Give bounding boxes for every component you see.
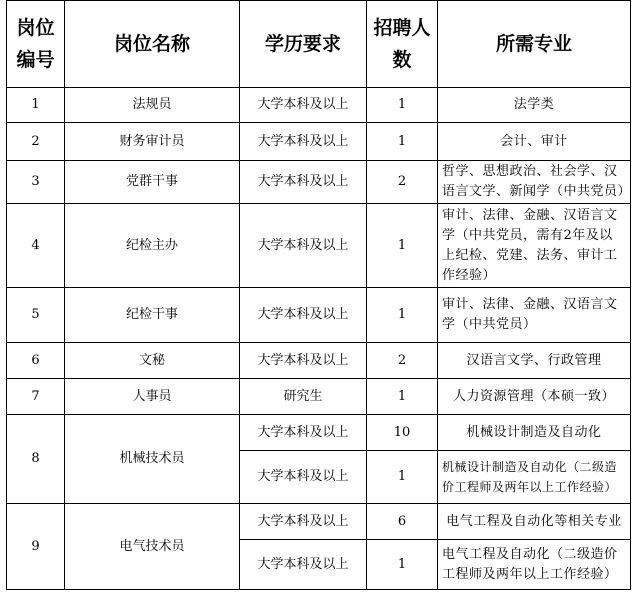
table-row (7, 343, 631, 379)
header-position-id-line2: 编号 (16, 49, 55, 71)
cell-major: 审计、法律、金融、汉语言文学（中共党员） (438, 288, 631, 343)
table-row (7, 204, 631, 288)
cell-count: 10 (367, 415, 438, 451)
header-position-id (7, 1, 65, 88)
cell-major: 人力资源管理（本硕一致） (438, 379, 631, 415)
cell-name: 财务审计员 (65, 123, 240, 161)
table-row (7, 161, 631, 204)
cell-name: 电气技术员 (65, 504, 240, 590)
cell-major: 会计、审计 (438, 123, 631, 161)
cell-id: 8 (7, 415, 65, 504)
cell-count: 1 (367, 451, 438, 504)
cell-count: 1 (367, 288, 438, 343)
cell-count: 1 (367, 379, 438, 415)
header-headcount-line1: 招聘人 (373, 17, 431, 39)
cell-major: 法学类 (438, 88, 631, 123)
table-header-row (7, 1, 631, 88)
header-position-id-line1: 岗位 (16, 17, 55, 39)
table-row (7, 88, 631, 123)
header-education: 学历要求 (240, 1, 367, 88)
cell-name: 人事员 (65, 379, 240, 415)
cell-id: 9 (7, 504, 65, 590)
cell-major: 汉语言文学、行政管理 (438, 343, 631, 379)
cell-id: 1 (7, 88, 65, 123)
cell-count: 1 (367, 88, 438, 123)
cell-id: 2 (7, 123, 65, 161)
cell-education: 研究生 (240, 379, 367, 415)
cell-name: 法规员 (65, 88, 240, 123)
cell-education: 大学本科及以上 (240, 504, 367, 540)
header-major: 所需专业 (438, 1, 631, 88)
cell-education: 大学本科及以上 (240, 161, 367, 204)
cell-education: 大学本科及以上 (240, 540, 367, 590)
table-row (7, 123, 631, 161)
cell-education: 大学本科及以上 (240, 343, 367, 379)
cell-major: 审计、法律、金融、汉语言文学（中共党员，需有2年及以上纪检、党建、法务、审计工作经验） (438, 204, 631, 288)
cell-education: 大学本科及以上 (240, 88, 367, 123)
cell-id: 3 (7, 161, 65, 204)
cell-count: 6 (367, 504, 438, 540)
cell-id: 7 (7, 379, 65, 415)
cell-name: 文秘 (65, 343, 240, 379)
cell-id: 5 (7, 288, 65, 343)
cell-count: 1 (367, 123, 438, 161)
cell-major: 哲学、思想政治、社会学、汉语言文学、新闻学（中共党员） (438, 161, 631, 204)
cell-id: 4 (7, 204, 65, 288)
cell-name: 纪检主办 (65, 204, 240, 288)
cell-education: 大学本科及以上 (240, 451, 367, 504)
header-headcount (367, 1, 438, 88)
cell-name: 纪检干事 (65, 288, 240, 343)
cell-education: 大学本科及以上 (240, 288, 367, 343)
cell-education: 大学本科及以上 (240, 123, 367, 161)
cell-count: 1 (367, 540, 438, 590)
cell-major: 电气工程及自动化（二级造价工程师及两年以上工作经验） (438, 540, 631, 590)
cell-major: 机械设计制造及自动化（二级造价工程师及两年以上工作经验） (438, 451, 631, 504)
cell-major: 电气工程及自动化等相关专业 (438, 504, 631, 540)
recruitment-table (6, 0, 631, 590)
cell-name: 机械技术员 (65, 415, 240, 504)
cell-count: 2 (367, 343, 438, 379)
table-row (7, 415, 631, 451)
table-row (7, 288, 631, 343)
cell-id: 6 (7, 343, 65, 379)
table-row (7, 379, 631, 415)
cell-name: 党群干事 (65, 161, 240, 204)
cell-count: 2 (367, 161, 438, 204)
cell-education: 大学本科及以上 (240, 204, 367, 288)
cell-count: 1 (367, 204, 438, 288)
cell-education: 大学本科及以上 (240, 415, 367, 451)
header-position-name: 岗位名称 (65, 1, 240, 88)
table-row (7, 504, 631, 540)
cell-major: 机械设计制造及自动化 (438, 415, 631, 451)
header-headcount-line2: 数 (392, 49, 412, 71)
